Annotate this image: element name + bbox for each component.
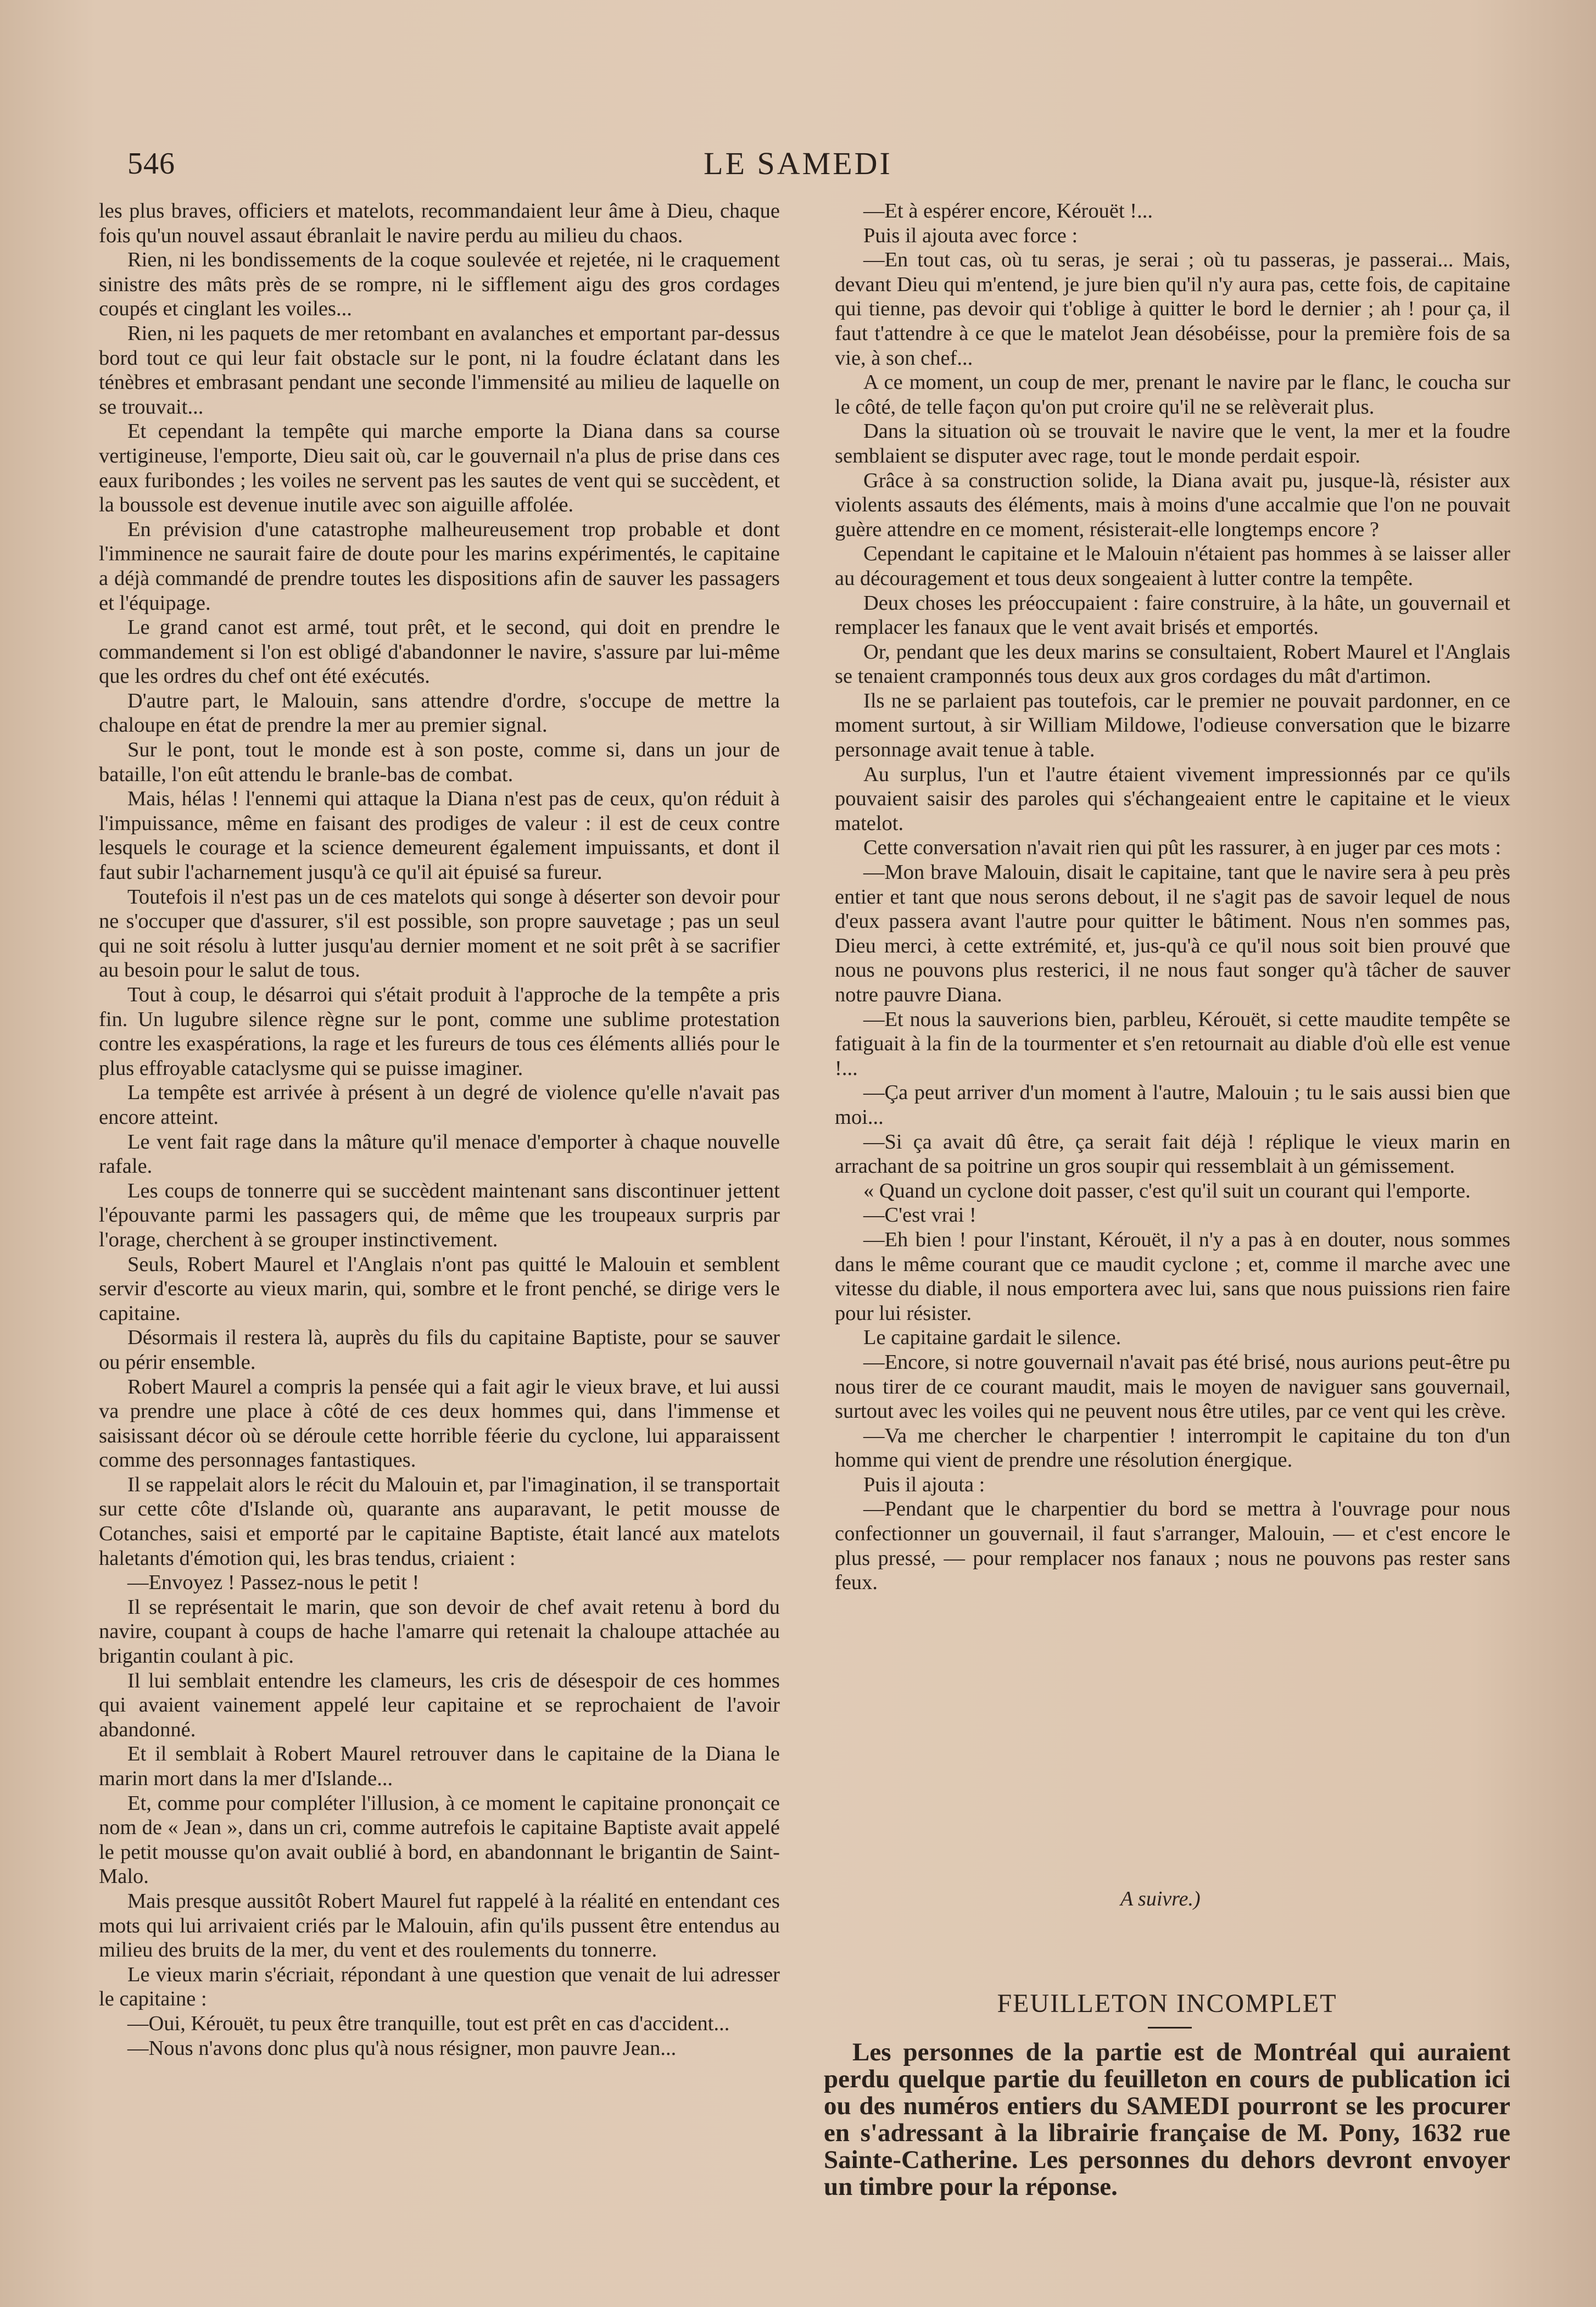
paragraph: Il se rappelait alors le récit du Malouin et, par l'imagination, il se transportait sur cette côte d'Islande où, quarante ans auparavant, le petit mousse de Cotanches, saisi et emporté par le capitaine Baptiste, était lancé aux matelots haletants d'émotion qui, les bras tendus, criaient : bbox=[99, 1473, 780, 1570]
paragraph: Mais presque aussitôt Robert Maurel fut rappelé à la réalité en entendant ces mots qui lui arrivaient criés par le Malouin, afin qu'ils pussent être entendus au milieu des bruits de la mer, du vent et des roulements du tonnerre. bbox=[99, 1889, 780, 1962]
paragraph: Grâce à sa construction solide, la Diana avait pu, jusque-là, résister aux violents assauts des éléments, mais à moins d'une accalmie que l'on ne pouvait guère attendre en ce moment, résisterait-elle longtemps encore ? bbox=[835, 469, 1510, 541]
paragraph: —Nous n'avons donc plus qu'à nous résigner, mon pauvre Jean... bbox=[127, 2036, 677, 2060]
paragraph: Rien, ni les paquets de mer retombant en avalanches et emportant par-dessus bord tout ce qui leur fait obstacle sur le pont, ni la foudre éclatant dans les ténèbres et embrasant pendant une seconde l'immensité au milieu de laquelle on se trouvait... bbox=[99, 321, 780, 419]
paragraph: En prévision d'une catastrophe malheureusement trop probable et dont l'imminence ne saurait faire de doute pour les marins expérimentés, le capitaine a déjà commandé de prendre toutes les dispositions afin de sauver les passagers et l'équipage. bbox=[99, 517, 780, 615]
paragraph: Le grand canot est armé, tout prêt, et le second, qui doit en prendre le commandement si l'on est obligé d'abandonner le navire, s'assure par lui-même que les ordres du chef ont été exécutés. bbox=[99, 616, 780, 688]
paragraph: Le vent fait rage dans la mâture qu'il menace d'emporter à chaque nouvelle rafale. bbox=[99, 1130, 780, 1178]
paragraph: —C'est vrai ! bbox=[863, 1203, 976, 1227]
paragraph: Le vieux marin s'écriait, répondant à une question que venait de lui adresser le capitaine : bbox=[99, 1963, 780, 2011]
continuation-note: A suivre.) bbox=[1120, 1887, 1201, 1910]
paragraph: —Eh bien ! pour l'instant, Kérouët, il n'y a pas à en douter, nous sommes dans le même courant que ce maudit cyclone ; et, comme il marche avec une vitesse du diable, il nous emportera avec lui, sans que nous puissions rien faire pour lui résister. bbox=[835, 1228, 1510, 1325]
paragraph: Au surplus, l'un et l'autre étaient vivement impressionnés par ce qu'ils pouvaient saisir des paroles qui s'échangeaient entre le capitaine et le vieux matelot. bbox=[835, 762, 1510, 835]
notice-body bbox=[824, 2039, 1510, 2200]
paragraph: Et cependant la tempête qui marche emporte la Diana dans sa course vertigineuse, l'emporte, Dieu sait où, car le gouvernail n'a plus de prise dans ces eaux furibondes ; les voiles ne servent pas les sautes de vent qui se succèdent, et la boussole est devenue inutile avec son aiguille affolée. bbox=[99, 420, 780, 517]
running-head: LE SAMEDI bbox=[704, 146, 892, 181]
title-rule bbox=[1148, 2027, 1192, 2029]
paragraph: —Et à espérer encore, Kérouët !... bbox=[863, 199, 1153, 222]
paragraph: —Encore, si notre gouvernail n'avait pas été brisé, nous aurions peut-être pu nous tirer de ce courant maudit, mais le moyen de naviguer sans gouvernail, surtout avec les voiles qui ne peuvent nous être utiles, par ce vent qui les crève. bbox=[835, 1350, 1510, 1423]
paragraph: —En tout cas, où tu seras, je serai ; où tu passeras, je passerai... Mais, devant Dieu qui m'entend, je jure bien qu'il n'y aura pas, cette fois, de capitaine qui tienne, pas devoir qui t'oblige à quitter le bord le dernier ; ah ! pour ça, il faut t'attendre à ce que le matelot Jean désobéisse, pour la première fois de sa vie, à son chef... bbox=[835, 248, 1510, 370]
paragraph: —Si ça avait dû être, ça serait fait déjà ! réplique le vieux marin en arrachant de sa poitrine un gros soupir qui ressemblait à un gémissement. bbox=[835, 1130, 1510, 1178]
paragraph: A ce moment, un coup de mer, prenant le navire par le flanc, le coucha sur le côté, de telle façon qu'on put croire qu'il ne se relèverait plus. bbox=[835, 371, 1510, 419]
left-column bbox=[99, 199, 780, 2060]
paragraph: Et, comme pour compléter l'illusion, à ce moment le capitaine prononçait ce nom de « Jean », dans un cri, comme autrefois le capitaine Baptiste avait appelé le petit mousse qu'on avait oublié à bord, en abandonnant le brigantin de Saint-Malo. bbox=[99, 1791, 780, 1888]
paragraph: —Va me chercher le charpentier ! interrompit le capitaine du ton d'un homme qui vient de prendre une résolution énergique. bbox=[835, 1424, 1510, 1472]
paragraph: Ils ne se parlaient pas toutefois, car le premier ne pouvait pardonner, en ce moment surtout, à sir William Mildowe, l'odieuse conversation que le bizarre personnage avait tenue à table. bbox=[835, 689, 1510, 762]
paragraph: « Quand un cyclone doit passer, c'est qu'il suit un courant qui l'emporte. bbox=[863, 1179, 1471, 1202]
paragraph: Deux choses les préoccupaient : faire construire, à la hâte, un gouvernail et remplacer les fanaux que le vent avait brisés et emportés. bbox=[835, 591, 1510, 639]
paragraph: Tout à coup, le désarroi qui s'était produit à l'approche de la tempête a pris fin. Un lugubre silence règne sur le pont, comme une sublime protestation contre les exaspérations, la rage et les fureurs de tous ces éléments alliés pour le plus effroyable cataclysme qui se puisse imaginer. bbox=[99, 983, 780, 1080]
paragraph: Dans la situation où se trouvait le navire que le vent, la mer et la foudre semblaient se disputer avec rage, tout le monde perdait espoir. bbox=[835, 420, 1510, 467]
notice-paragraph: Les personnes de la partie est de Montréal qui auraient perdu quelque partie du feuilleton en cours de publication ici ou des numéros entiers du SAMEDI pourront se les procurer en s'adressant à la librairie française de M. Pony, 1632 rue Sainte-Catherine. Les personnes du dehors devront envoyer un timbre pour la réponse. bbox=[824, 2038, 1510, 2201]
paragraph: Mais, hélas ! l'ennemi qui attaque la Diana n'est pas de ceux, qu'on réduit à l'impuissance, même en faisant des prodiges de valeur : il est de ceux contre lesquels le courage et la science demeurent également impuissants, et dont il faut subir l'acharnement jusqu'à ce qu'il ait épuisé sa fureur. bbox=[99, 787, 780, 884]
paragraph: La tempête est arrivée à présent à un degré de violence qu'elle n'avait pas encore atteint. bbox=[99, 1081, 780, 1129]
paragraph: les plus braves, officiers et matelots, recommandaient leur âme à Dieu, chaque fois qu'un nouvel assaut ébranlait le navire perdu au milieu du chaos. bbox=[99, 199, 780, 247]
paragraph: Seuls, Robert Maurel et l'Anglais n'ont pas quitté le Malouin et semblent servir d'escorte au vieux marin, qui, sombre et le front penché, se dirige vers le capitaine. bbox=[99, 1252, 780, 1325]
paragraph: —Pendant que le charpentier du bord se mettra à l'ouvrage pour nous confectionner un gouvernail, il faut s'arranger, Malouin, — et c'est encore le plus pressé, — pour remplacer nos fanaux ; nous ne pouvons pas rester sans feux. bbox=[835, 1497, 1510, 1595]
paragraph: Il lui semblait entendre les clameurs, les cris de désespoir de ces hommes qui avaient vainement appelé leur capitaine et se reprochaient de l'avoir abandonné. bbox=[99, 1669, 780, 1741]
paragraph: D'autre part, le Malouin, sans attendre d'ordre, s'occupe de mettre la chaloupe en état de prendre la mer au premier signal. bbox=[99, 689, 780, 737]
page-number: 546 bbox=[127, 147, 175, 181]
paragraph: Rien, ni les bondissements de la coque soulevée et rejetée, ni le craquement sinistre des mâts près de se rompre, ni le sifflement aigu des gros cordages coupés et cinglant les voiles... bbox=[99, 248, 780, 321]
paragraph: Le capitaine gardait le silence. bbox=[863, 1326, 1121, 1350]
paragraph: —Mon brave Malouin, disait le capitaine, tant que le navire sera à peu près entier et tant que nous serons debout, il ne s'agit pas de savoir lequel de nous d'eux passera avant l'autre pour quitter le bâtiment. Nous n'en sommes pas, Dieu merci, à cette extrémité, et, jus-qu'à ce qu'il nous soit bien prouvé que nous ne pouvons plus resterici, il ne nous faut songer qu'à tâcher de sauver notre pauvre Diana. bbox=[835, 861, 1510, 1006]
paragraph: Or, pendant que les deux marins se consultaient, Robert Maurel et l'Anglais se tenaient cramponnés tous deux aux gros cordages du mât d'artimon. bbox=[835, 640, 1510, 688]
paragraph: Cependant le capitaine et le Malouin n'étaient pas hommes à se laisser aller au découragement et tous deux songeaient à lutter contre la tempête. bbox=[835, 542, 1510, 590]
paragraph: Puis il ajouta avec force : bbox=[863, 224, 1078, 247]
paragraph: Désormais il restera là, auprès du fils du capitaine Baptiste, pour se sauver ou périr ensemble. bbox=[99, 1326, 780, 1374]
paragraph: Cette conversation n'avait rien qui pût les rassurer, à en juger par ces mots : bbox=[863, 836, 1502, 860]
paragraph: Toutefois il n'est pas un de ces matelots qui songe à déserter son devoir pour ne s'occuper que d'assurer, s'il est possible, son propre sauvetage ; pas un seul qui ne soit résolu à lutter jusqu'au dernier moment et ne soit prêt à se sacrifier au besoin pour le salut de tous. bbox=[99, 885, 780, 982]
paragraph: Robert Maurel a compris la pensée qui a fait agir le vieux brave, et lui aussi va prendre une place à côté de ces deux hommes qui, dans l'immense et saisissant décor où se déroule cette horrible féerie du cyclone, lui apparaissent comme des personnages fantastiques. bbox=[99, 1375, 780, 1472]
paragraph: Sur le pont, tout le monde est à son poste, comme si, dans un jour de bataille, l'on eût attendu le branle-bas de combat. bbox=[99, 738, 780, 786]
paragraph: —Oui, Kérouët, tu peux être tranquille, tout est prêt en cas d'accident... bbox=[127, 2011, 730, 2035]
paragraph: —Ça peut arriver d'un moment à l'autre, Malouin ; tu le sais aussi bien que moi... bbox=[835, 1081, 1510, 1129]
paragraph: —Et nous la sauverions bien, parbleu, Kérouët, si cette maudite tempête se fatiguait à la fin de la tourmenter et s'en retournait au diable d'où elle est venue !... bbox=[835, 1007, 1510, 1080]
paragraph: —Envoyez ! Passez-nous le petit ! bbox=[127, 1571, 420, 1595]
notice-title: FEUILLETON INCOMPLET bbox=[997, 1989, 1337, 2018]
paragraph: Puis il ajouta : bbox=[863, 1473, 985, 1496]
right-column bbox=[835, 199, 1510, 1595]
paragraph: Et il semblait à Robert Maurel retrouver dans le capitaine de la Diana le marin mort dans la mer d'Islande... bbox=[99, 1742, 780, 1790]
paragraph: Les coups de tonnerre qui se succèdent maintenant sans discontinuer jettent l'épouvante parmi les passagers qui, de même que les troupeaux surpris par l'orage, cherchent à se grouper instinctivement. bbox=[99, 1179, 780, 1251]
paragraph: Il se représentait le marin, que son devoir de chef avait retenu à bord du navire, coupant à coups de hache l'amarre qui retenait la chaloupe attachée au brigantin coulant à pic. bbox=[99, 1595, 780, 1668]
